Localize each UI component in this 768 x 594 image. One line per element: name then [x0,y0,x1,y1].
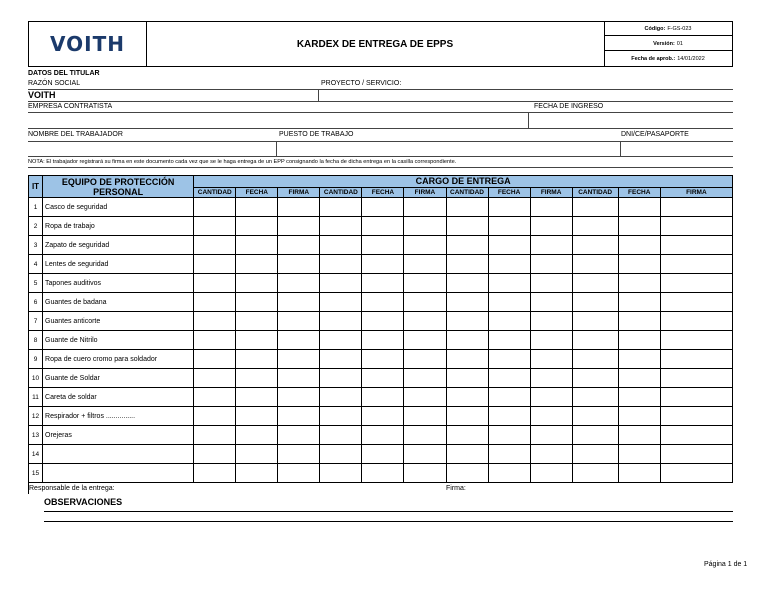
voith-logo: VOITH [50,32,125,56]
entry-cell-cantidad[interactable] [194,293,236,312]
table-row [29,369,733,388]
entry-cell-fecha[interactable] [236,236,278,255]
nombre-trabajador-label: NOMBRE DEL TRABAJADOR [28,131,123,138]
entry-cell-firma[interactable] [660,255,732,274]
entry-cell-cantidad[interactable] [320,312,362,331]
entry-cell-firma[interactable] [530,407,572,426]
entry-cell-cantidad[interactable] [572,407,618,426]
entry-cell-firma[interactable] [404,217,446,236]
equipo-header-line1: EQUIPO DE PROTECCIÓN [61,176,175,187]
entry-cell-cantidad[interactable] [446,293,488,312]
cargo-entrega-header: CARGO DE ENTREGA [194,176,733,188]
entry-cell-firma[interactable] [404,350,446,369]
row-number: 2 [29,217,43,236]
entry-cell-cantidad[interactable] [572,217,618,236]
firma-label: Firma: [446,483,733,495]
entry-cell-cantidad[interactable] [446,198,488,217]
row-number: 5 [29,274,43,293]
entry-cell-cantidad[interactable] [194,407,236,426]
entry-cell-firma[interactable] [404,445,446,464]
entry-cell-fecha[interactable] [236,198,278,217]
epp-item-name: Tapones auditivos [43,274,194,293]
equipo-header [43,176,194,198]
entry-cell-cantidad[interactable] [572,312,618,331]
row-number: 7 [29,312,43,331]
entry-cell-fecha[interactable] [236,293,278,312]
table-row [29,426,733,445]
entry-cell-fecha[interactable] [618,198,660,217]
fecha-aprob-value: 14/01/2022 [677,56,705,62]
entry-cell-cantidad[interactable] [320,274,362,293]
entry-cell-fecha[interactable] [236,369,278,388]
entry-cell-firma[interactable] [278,293,320,312]
entry-cell-cantidad[interactable] [446,369,488,388]
table-row [29,350,733,369]
entry-cell-fecha[interactable] [362,331,404,350]
subheader-fecha: FECHA [236,188,278,198]
entry-cell-fecha[interactable] [362,407,404,426]
table-row [29,407,733,426]
entry-cell-fecha[interactable] [488,236,530,255]
entry-cell-firma[interactable] [278,407,320,426]
entry-cell-fecha[interactable] [618,445,660,464]
entry-cell-fecha[interactable] [362,445,404,464]
entry-cell-cantidad[interactable] [320,331,362,350]
subheader-firma: FIRMA [278,188,320,198]
entry-cell-firma[interactable] [530,464,572,483]
entry-cell-fecha[interactable] [488,293,530,312]
entry-cell-fecha[interactable] [236,255,278,274]
entry-cell-fecha[interactable] [488,274,530,293]
epp-item-name [43,445,194,464]
table-row [29,388,733,407]
subheader-fecha: FECHA [618,188,660,198]
entry-cell-firma[interactable] [530,274,572,293]
entry-cell-fecha[interactable] [362,426,404,445]
entry-cell-fecha[interactable] [488,312,530,331]
entry-cell-fecha[interactable] [618,274,660,293]
entry-cell-cantidad[interactable] [194,198,236,217]
subheader-fecha: FECHA [488,188,530,198]
entry-cell-cantidad[interactable] [320,426,362,445]
entry-cell-cantidad[interactable] [194,274,236,293]
entry-cell-firma[interactable] [404,388,446,407]
entry-cell-cantidad[interactable] [446,407,488,426]
entry-cell-cantidad[interactable] [194,369,236,388]
entry-cell-fecha[interactable] [488,445,530,464]
row-number: 10 [29,369,43,388]
table-row [29,312,733,331]
row-number: 14 [29,445,43,464]
entry-cell-fecha[interactable] [236,388,278,407]
entry-cell-firma[interactable] [404,255,446,274]
epp-item-name: Casco de seguridad [43,198,194,217]
entry-cell-firma[interactable] [278,426,320,445]
entry-cell-firma[interactable] [278,350,320,369]
entry-cell-fecha[interactable] [488,217,530,236]
entry-cell-firma[interactable] [530,350,572,369]
epp-item-name: Guantes anticorte [43,312,194,331]
entry-cell-cantidad[interactable] [446,331,488,350]
entry-cell-fecha[interactable] [236,426,278,445]
entry-cell-firma[interactable] [660,274,732,293]
table-row [29,464,733,483]
entry-cell-fecha[interactable] [236,445,278,464]
table-row [29,236,733,255]
entry-cell-firma[interactable] [660,293,732,312]
entry-cell-firma[interactable] [530,445,572,464]
entry-cell-cantidad[interactable] [194,312,236,331]
row-number: 11 [29,388,43,407]
entry-cell-cantidad[interactable] [194,350,236,369]
subheader-cantidad: CANTIDAD [320,188,362,198]
epp-item-name: Guantes de badana [43,293,194,312]
codigo-field [604,22,732,36]
row-number: 6 [29,293,43,312]
entry-cell-cantidad[interactable] [446,312,488,331]
proyecto-label: PROYECTO / SERVICIO: [321,80,402,87]
entry-cell-cantidad[interactable] [446,236,488,255]
razon-social-label: RAZÓN SOCIAL [28,80,81,87]
entry-cell-fecha[interactable] [236,464,278,483]
entry-cell-cantidad[interactable] [320,217,362,236]
entry-cell-fecha[interactable] [488,426,530,445]
entry-cell-firma[interactable] [660,312,732,331]
entry-cell-cantidad[interactable] [194,464,236,483]
table-row [29,198,733,217]
entry-cell-firma[interactable] [660,445,732,464]
entry-cell-firma[interactable] [660,217,732,236]
entry-cell-fecha[interactable] [618,236,660,255]
subheader-cantidad: CANTIDAD [446,188,488,198]
entry-cell-cantidad[interactable] [446,274,488,293]
entry-cell-cantidad[interactable] [194,426,236,445]
entry-cell-cantidad[interactable] [320,350,362,369]
responsable-label: Responsable de la entrega: [29,483,447,495]
table-row [29,293,733,312]
entry-cell-fecha[interactable] [362,312,404,331]
entry-cell-firma[interactable] [660,198,732,217]
dni-label: DNI/CE/PASAPORTE [621,131,689,138]
table-row [29,217,733,236]
subheader-cantidad: CANTIDAD [194,188,236,198]
entry-cell-cantidad[interactable] [572,198,618,217]
entry-cell-firma[interactable] [404,426,446,445]
entry-cell-cantidad[interactable] [572,293,618,312]
row-number: 4 [29,255,43,274]
subheader-firma: FIRMA [660,188,732,198]
entry-cell-firma[interactable] [278,217,320,236]
version-field [604,37,732,51]
entry-cell-cantidad[interactable] [320,464,362,483]
row-number: 1 [29,198,43,217]
entry-cell-fecha[interactable] [236,350,278,369]
entry-cell-firma[interactable] [404,369,446,388]
entry-cell-cantidad[interactable] [194,255,236,274]
entry-cell-cantidad[interactable] [320,445,362,464]
entry-cell-cantidad[interactable] [194,388,236,407]
entry-cell-firma[interactable] [660,464,732,483]
row-number: 3 [29,236,43,255]
epp-item-name: Guante de Nitrilo [43,331,194,350]
entry-cell-fecha[interactable] [488,350,530,369]
row-number: 13 [29,426,43,445]
entry-cell-cantidad[interactable] [446,255,488,274]
entry-cell-fecha[interactable] [618,350,660,369]
entry-cell-cantidad[interactable] [572,331,618,350]
entry-cell-fecha[interactable] [488,331,530,350]
entry-cell-firma[interactable] [660,331,732,350]
entry-cell-cantidad[interactable] [194,217,236,236]
entry-cell-cantidad[interactable] [572,274,618,293]
razon-social-value: VOITH [28,90,56,100]
entry-cell-firma[interactable] [404,198,446,217]
table-row [29,274,733,293]
entry-cell-fecha[interactable] [236,217,278,236]
entry-cell-fecha[interactable] [362,369,404,388]
entry-cell-firma[interactable] [530,255,572,274]
entry-cell-cantidad[interactable] [320,369,362,388]
entry-cell-firma[interactable] [404,407,446,426]
epp-delivery-table [28,175,733,494]
epp-item-name: Guante de Soldar [43,369,194,388]
entry-cell-fecha[interactable] [362,464,404,483]
entry-cell-fecha[interactable] [488,369,530,388]
entry-cell-fecha[interactable] [618,407,660,426]
table-row [29,445,733,464]
entry-cell-cantidad[interactable] [572,445,618,464]
entry-cell-firma[interactable] [404,236,446,255]
entry-cell-firma[interactable] [530,331,572,350]
entry-cell-firma[interactable] [660,426,732,445]
entry-cell-fecha[interactable] [362,388,404,407]
entry-cell-firma[interactable] [530,217,572,236]
fecha-aprob-label: Fecha de aprob.: [631,56,676,62]
subheader-fecha: FECHA [362,188,404,198]
entry-cell-fecha[interactable] [618,255,660,274]
entry-cell-fecha[interactable] [488,407,530,426]
entry-cell-firma[interactable] [278,198,320,217]
entry-cell-firma[interactable] [278,331,320,350]
entry-cell-cantidad[interactable] [572,350,618,369]
entry-cell-cantidad[interactable] [320,255,362,274]
entry-cell-firma[interactable] [278,274,320,293]
entry-cell-fecha[interactable] [618,464,660,483]
entry-cell-firma[interactable] [404,274,446,293]
responsable-row [29,483,733,495]
puesto-trabajo-label: PUESTO DE TRABAJO [279,131,354,138]
epp-item-name: Respirador + filtros ............... [43,407,194,426]
entry-cell-firma[interactable] [278,236,320,255]
entry-cell-cantidad[interactable] [446,426,488,445]
entry-cell-fecha[interactable] [236,407,278,426]
entry-cell-firma[interactable] [404,464,446,483]
entry-cell-cantidad[interactable] [572,426,618,445]
entry-cell-firma[interactable] [530,388,572,407]
document-title: KARDEX DE ENTREGA DE EPPS [146,22,605,66]
entry-cell-firma[interactable] [530,198,572,217]
epp-item-name: Lentes de seguridad [43,255,194,274]
epp-item-name: Ropa de cuero cromo para soldador [43,350,194,369]
entry-cell-cantidad[interactable] [572,236,618,255]
entry-cell-fecha[interactable] [362,274,404,293]
document-header [28,21,733,67]
entry-cell-fecha[interactable] [618,217,660,236]
entry-cell-cantidad[interactable] [194,331,236,350]
codigo-value: F-GS-023 [667,25,692,32]
table-row [29,331,733,350]
entry-cell-firma[interactable] [278,445,320,464]
page-number: Página 1 de 1 [704,561,748,568]
entry-cell-firma[interactable] [404,331,446,350]
entry-cell-fecha[interactable] [618,331,660,350]
entry-cell-fecha[interactable] [618,369,660,388]
entry-cell-cantidad[interactable] [446,217,488,236]
entry-cell-cantidad[interactable] [572,464,618,483]
row-number: 9 [29,350,43,369]
table-row [29,255,733,274]
entry-cell-fecha[interactable] [618,312,660,331]
entry-cell-cantidad[interactable] [572,388,618,407]
entry-cell-fecha[interactable] [362,198,404,217]
entry-cell-firma[interactable] [660,350,732,369]
entry-cell-firma[interactable] [278,369,320,388]
entry-cell-cantidad[interactable] [194,236,236,255]
entry-cell-firma[interactable] [278,388,320,407]
entry-cell-cantidad[interactable] [572,369,618,388]
entry-cell-fecha[interactable] [236,274,278,293]
entry-cell-fecha[interactable] [618,426,660,445]
epp-item-name: Orejeras [43,426,194,445]
entry-cell-firma[interactable] [278,312,320,331]
subheader-cantidad: CANTIDAD [572,188,618,198]
equipo-header-line2: PERSONAL [93,186,144,197]
observaciones-heading: OBSERVACIONES [44,497,123,507]
logo-cell [29,22,147,66]
entry-cell-cantidad[interactable] [446,388,488,407]
entry-cell-fecha[interactable] [236,312,278,331]
entry-cell-cantidad[interactable] [320,293,362,312]
entry-cell-fecha[interactable] [362,350,404,369]
version-value: 01 [676,40,683,47]
entry-cell-cantidad[interactable] [446,445,488,464]
epp-item-name: Ropa de trabajo [43,217,194,236]
entry-cell-cantidad[interactable] [446,350,488,369]
entry-cell-fecha[interactable] [362,236,404,255]
entry-cell-firma[interactable] [404,312,446,331]
datos-titular-heading: DATOS DEL TITULAR [28,70,100,77]
entry-cell-firma[interactable] [404,293,446,312]
entry-cell-fecha[interactable] [488,388,530,407]
entry-cell-cantidad[interactable] [320,388,362,407]
entry-cell-firma[interactable] [530,236,572,255]
empresa-contratista-label: EMPRESA CONTRATISTA [28,103,113,110]
entry-cell-fecha[interactable] [362,217,404,236]
entry-cell-firma[interactable] [660,407,732,426]
entry-cell-fecha[interactable] [488,255,530,274]
it-header: IT [29,176,43,198]
entry-cell-cantidad[interactable] [446,464,488,483]
entry-cell-firma[interactable] [530,293,572,312]
subheader-firma: FIRMA [530,188,572,198]
version-label: Versión: [653,40,675,47]
entry-cell-fecha[interactable] [362,255,404,274]
entry-cell-fecha[interactable] [618,293,660,312]
fecha-aprob-field [604,52,732,66]
entry-cell-fecha[interactable] [618,388,660,407]
epp-item-name: Careta de soldar [43,388,194,407]
entry-cell-fecha[interactable] [236,331,278,350]
entry-cell-firma[interactable] [278,255,320,274]
row-number: 8 [29,331,43,350]
entry-cell-cantidad[interactable] [320,198,362,217]
entry-cell-firma[interactable] [530,369,572,388]
fecha-ingreso-label: FECHA DE INGRESO [534,103,604,110]
entry-cell-cantidad[interactable] [572,255,618,274]
codigo-label: Código: [644,25,666,32]
row-number: 15 [29,464,43,483]
epp-item-name: Zapato de seguridad [43,236,194,255]
entry-cell-cantidad[interactable] [320,236,362,255]
entry-cell-cantidad[interactable] [320,407,362,426]
entry-cell-firma[interactable] [660,236,732,255]
row-number: 12 [29,407,43,426]
subheader-firma: FIRMA [404,188,446,198]
entry-cell-fecha[interactable] [488,464,530,483]
entry-cell-firma[interactable] [660,388,732,407]
entry-cell-cantidad[interactable] [194,445,236,464]
entry-cell-firma[interactable] [530,312,572,331]
entry-cell-fecha[interactable] [362,293,404,312]
entry-cell-firma[interactable] [530,426,572,445]
entry-cell-firma[interactable] [660,369,732,388]
nota-text: NOTA: El trabajador registrará su firma en este documento cada vez que se le haga entrega de un EPP consignando la fecha de dicha entrega en la casilla correspondiente. [28,159,457,165]
epp-item-name [43,464,194,483]
entry-cell-firma[interactable] [278,464,320,483]
entry-cell-fecha[interactable] [488,198,530,217]
